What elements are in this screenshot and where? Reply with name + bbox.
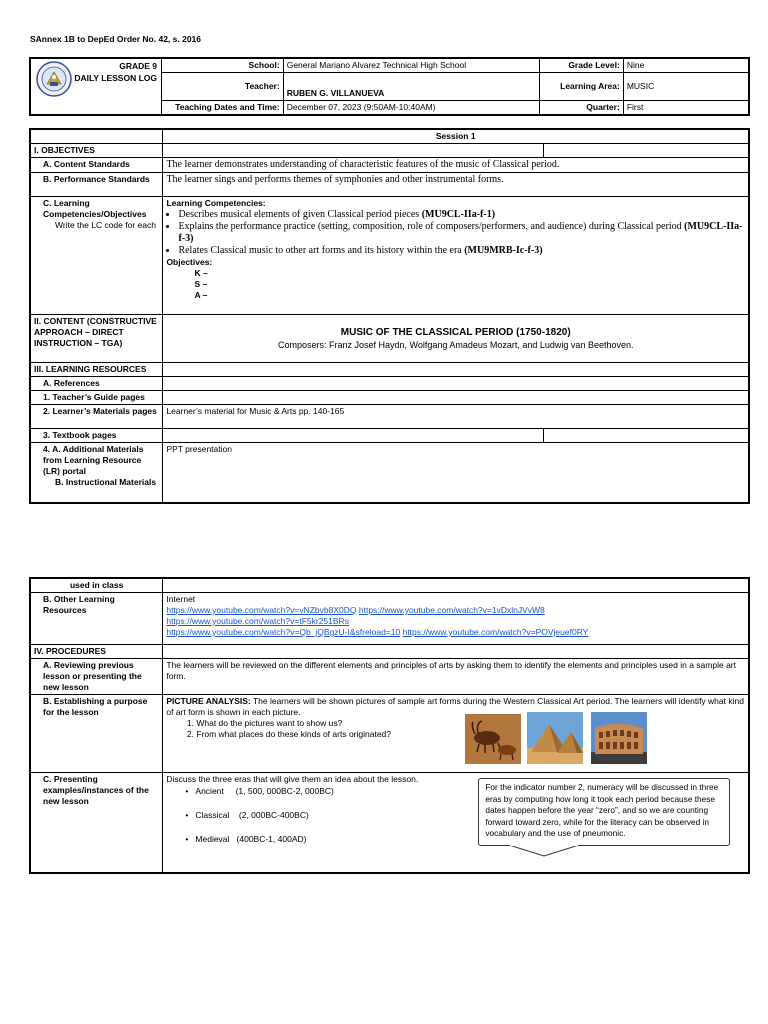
youtube-link-4[interactable]: https://www.youtube.com/watch?v=Qb_jQBgzU-I&sfreload=10: [166, 627, 401, 637]
lc-list: [166, 209, 745, 257]
youtube-link-3[interactable]: https://www.youtube.com/watch?v=tF5kr251BRs: [166, 616, 349, 626]
school-value: General Mariano Alvarez Technical High School: [283, 58, 539, 73]
presenting-text: Discuss the three eras that will give them an idea about the lesson.: [166, 774, 419, 784]
picture-analysis-label: PICTURE ANALYSIS:: [166, 696, 251, 706]
competencies-label: C. Learning Competencies/Objectives: [43, 198, 147, 219]
presenting-value: [163, 773, 749, 873]
establishing-value: [163, 695, 749, 773]
competencies-label-cell: [30, 197, 163, 315]
objective-a: A –: [194, 290, 208, 300]
additional-materials-label: 4. A. Additional Materials from Learning Resource (LR) portal: [43, 444, 144, 476]
session-heading: Session 1: [163, 129, 749, 144]
learners-materials-label: 2. Learner’s Materials pages: [30, 405, 163, 429]
content-label: II. CONTENT (CONSTRUCTIVE APPROACH – DIRECT INSTRUCTION – TGA): [30, 315, 163, 363]
resources-label: III. LEARNING RESOURCES: [30, 363, 163, 377]
lc-item: • Explains the performance practice (setting, composition, role of composers/performers, and audience) during Classical period (MU9CL-IIa-f-3): [178, 221, 745, 245]
school-label: School:: [162, 58, 284, 73]
pyramids-image: [527, 712, 583, 764]
log-title: DAILY LESSON LOG: [74, 73, 157, 83]
learning-area-value: MUSIC: [623, 73, 749, 101]
youtube-link-5[interactable]: https://www.youtube.com/watch?v=POVjeuef0RY: [402, 627, 589, 637]
header-logo-cell: [30, 58, 162, 115]
objective-s: S –: [194, 279, 208, 289]
annex-reference: SAnnex 1B to DepEd Order No. 42, s. 2016: [30, 34, 202, 44]
performance-standards-label: B. Performance Standards: [30, 173, 163, 197]
instructional-materials-label: B. Instructional Materials: [55, 477, 157, 487]
lesson-table-2: [29, 577, 750, 874]
reviewing-label: A. Reviewing previous lesson or presenting the new lesson: [30, 659, 163, 695]
youtube-link-2[interactable]: https://www.youtube.com/watch?v=1vDxlnJVvW8: [358, 605, 545, 615]
textbook-label: 3. Textbook pages: [30, 429, 163, 443]
lc-heading: Learning Competencies:: [166, 198, 266, 208]
references-label: A. References: [30, 377, 163, 391]
youtube-link-1[interactable]: https://www.youtube.com/watch?v=vNZbvb8X0DQ: [166, 605, 357, 615]
lesson-table-1: [29, 128, 750, 504]
question-item: 2. From what places do these kinds of arts originated?: [196, 729, 745, 740]
objective-k: K –: [194, 268, 208, 278]
numeracy-note-callout: For the indicator number 2, numeracy will be discussed in three eras by computing how long it took each period because these dates happen before the year “zero”, and so we are counting forward toward zero, while for the literacy can be observed in vocabulary and the use of pneumonic.: [478, 778, 730, 846]
question-list: [166, 718, 745, 740]
additional-materials-cell: [30, 443, 163, 503]
content-standards-value: The learner demonstrates understanding of characteristic features of the music of Classical period.: [163, 158, 749, 173]
dates-value: December 07, 2023 (9:50AM-10:40AM): [283, 101, 539, 116]
teachers-guide-label: 1. Teacher’s Guide pages: [30, 391, 163, 405]
content-composers: Composers: Franz Josef Haydn, Wolfgang Amadeus Mozart, and Ludwig van Beethoven.: [277, 340, 634, 350]
lc-item: • Relates Classical music to other art forms and its history within the era (MU9MRB-Ic-f-3): [178, 245, 745, 257]
performance-standards-value: The learner sings and performs themes of symphonies and other instrumental forms.: [163, 173, 749, 197]
other-resources-label: B. Other Learning Resources: [30, 593, 163, 645]
additional-materials-value: PPT presentation: [163, 443, 749, 503]
learners-materials-value: Learner’s material for Music & Arts pp. 140-165: [163, 405, 749, 429]
teacher-value: RUBEN G. VILLANUEVA: [283, 73, 539, 101]
era-item-medieval: • Medieval (400BC-1, 400AD): [185, 834, 307, 844]
grade-label: GRADE 9: [119, 61, 157, 71]
content-value: [163, 315, 749, 363]
dates-label: Teaching Dates and Time:: [162, 101, 284, 116]
content-title: MUSIC OF THE CLASSICAL PERIOD (1750-1820): [340, 327, 571, 338]
picture-analysis-text: The learners will be shown pictures of sample art forms during the Western Classical Art period. The learners will identify what kind of art form is shown in each picture.: [166, 696, 744, 717]
other-resources-value: [163, 593, 749, 645]
used-in-class-label: used in class: [30, 578, 163, 593]
establishing-label: B. Establishing a purpose for the lesson: [30, 695, 163, 773]
question-item: 1. What do the pictures want to show us?: [196, 718, 745, 729]
lc-item: • Describes musical elements of given Classical period pieces (MU9CL-IIa-f-1): [178, 209, 745, 221]
colosseum-image: [591, 712, 647, 764]
content-standards-label: A. Content Standards: [30, 158, 163, 173]
deped-seal-icon: [35, 60, 73, 98]
quarter-label: Quarter:: [539, 101, 623, 116]
teacher-label: Teacher:: [162, 73, 284, 101]
internet-label: Internet: [166, 594, 196, 604]
cave-painting-image: [465, 714, 521, 764]
objectives-label: I. OBJECTIVES: [30, 144, 163, 158]
era-item-classical: • Classical (2, 000BC-400BC): [185, 810, 309, 820]
presenting-label: C. Presenting examples/instances of the new lesson: [30, 773, 163, 873]
lc-note: Write the LC code for each: [55, 220, 156, 230]
grade-level-label: Grade Level:: [539, 58, 623, 73]
procedures-label: IV. PROCEDURES: [30, 645, 163, 659]
quarter-value: First: [623, 101, 749, 116]
reviewing-value: The learners will be reviewed on the different elements and principles of arts by asking them to identify the elements and principles used in a sample art form.: [163, 659, 749, 695]
grade-level-value: Nine: [623, 58, 749, 73]
learning-area-label: Learning Area:: [539, 73, 623, 101]
era-item-ancient: • Ancient (1, 500, 000BC-2, 000BC): [185, 786, 334, 796]
header-table: [29, 57, 750, 116]
callout-pointer-icon: [509, 845, 579, 857]
objectives-heading: Objectives:: [166, 257, 213, 267]
competencies-value: [163, 197, 749, 315]
